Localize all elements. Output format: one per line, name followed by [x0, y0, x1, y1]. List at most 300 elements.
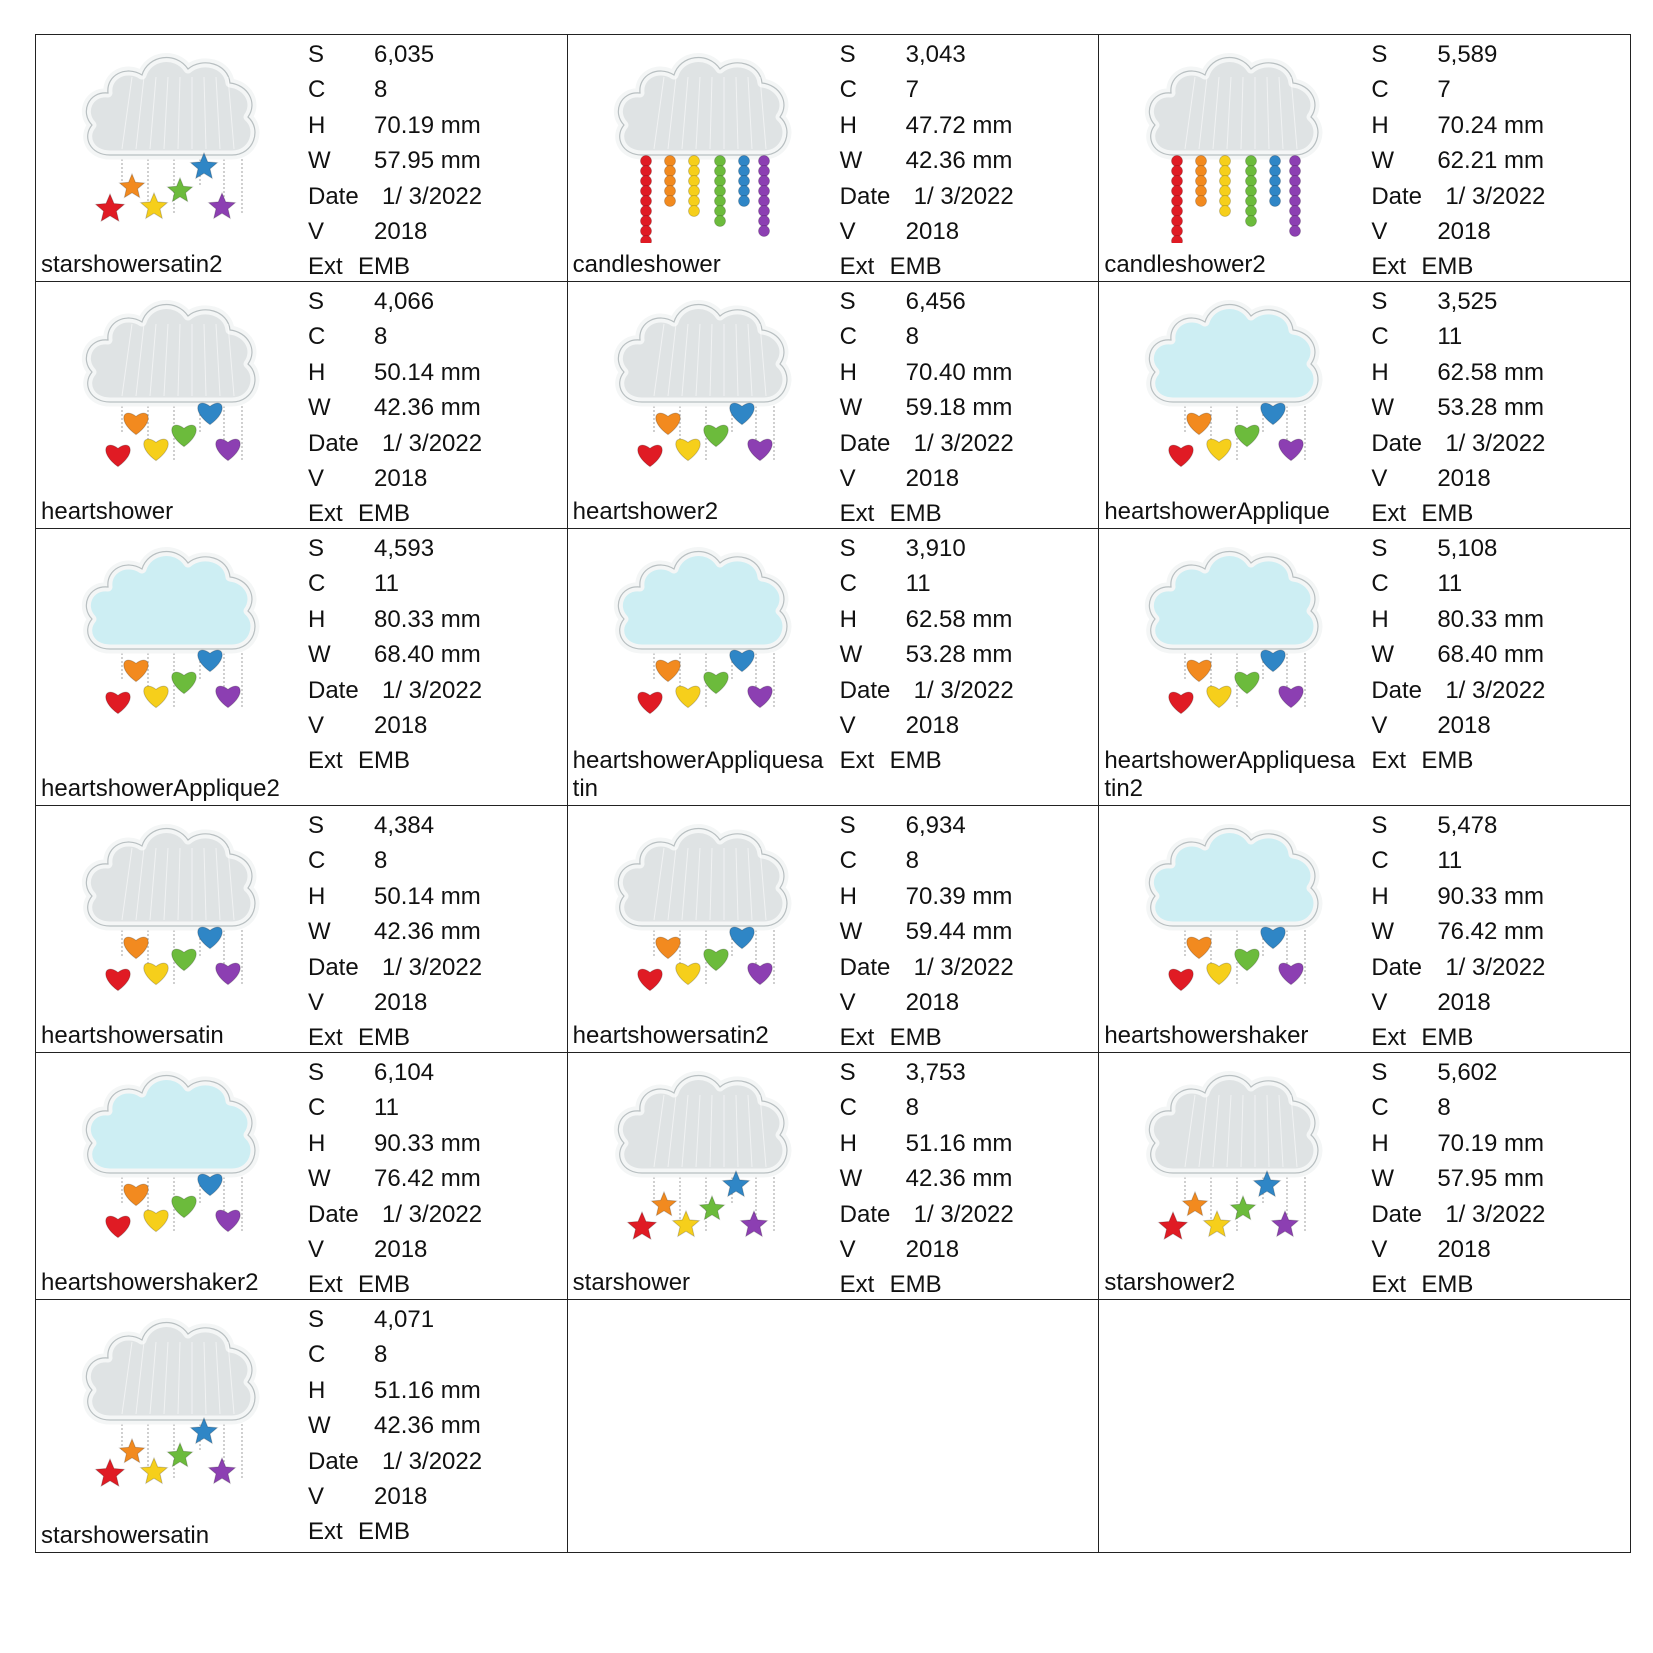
version-label: V [308, 218, 325, 246]
stitch-count-value: 6,035 [374, 41, 435, 68]
version-label: V [308, 989, 325, 1017]
height-row [840, 879, 1014, 914]
extension-value: EMB [1421, 253, 1474, 281]
extension-value: EMB [889, 253, 942, 281]
stitch-count-value: 5,108 [1437, 535, 1498, 562]
date-row [308, 950, 482, 985]
design-properties [308, 1302, 482, 1550]
design-filename: heartshower [41, 498, 174, 525]
stitch-count-value: 5,602 [1437, 1059, 1498, 1086]
version-value: 2018 [905, 712, 960, 740]
design-thumbnail [72, 37, 272, 243]
width-row [840, 1161, 1014, 1196]
date-label: Date [839, 1200, 891, 1228]
extension-row [1371, 1267, 1545, 1302]
design-properties [840, 1055, 1014, 1303]
design-properties [840, 284, 1014, 532]
catalog-cell [1099, 806, 1631, 1053]
version-value: 2018 [374, 1483, 428, 1511]
version-row [840, 985, 1014, 1020]
date-label: Date [308, 953, 359, 981]
stitch-count-value: 4,384 [374, 812, 435, 839]
height-value: 51.16 mm [374, 1376, 481, 1404]
stitch-count-value: 6,934 [905, 812, 966, 839]
date-value: 1/ 3/2022 [382, 1447, 483, 1475]
date-row [1371, 950, 1545, 985]
design-filename: heartshowershaker2 [41, 1269, 259, 1296]
version-row [308, 1479, 482, 1514]
catalog-cell [36, 1300, 568, 1553]
stitch-count-value: 4,066 [374, 288, 435, 315]
color-count-row [1371, 566, 1545, 601]
design-thumbnail [72, 284, 272, 490]
date-row [840, 673, 1014, 708]
stitch-count-value: 3,043 [905, 41, 966, 68]
design-properties [1371, 808, 1545, 1056]
version-value: 2018 [1437, 989, 1491, 1017]
stitch-count-label: S [1371, 288, 1388, 315]
star-shower-cloud-icon [604, 1055, 804, 1261]
extension-value: EMB [358, 253, 411, 281]
catalog-cell [567, 806, 1099, 1053]
extension-value: EMB [889, 747, 942, 775]
date-row [1371, 673, 1545, 708]
color-count-row [840, 1090, 1014, 1125]
height-row [840, 108, 1014, 143]
date-row [1371, 1197, 1545, 1232]
height-label: H [839, 1129, 857, 1157]
date-row [308, 1444, 482, 1479]
design-catalog-body [36, 35, 1631, 1553]
height-value: 62.58 mm [1437, 358, 1545, 386]
color-count-label: C [1371, 323, 1389, 351]
design-card [36, 529, 567, 805]
design-card [1099, 806, 1630, 1052]
color-count-value: 8 [905, 323, 920, 351]
color-count-row [308, 843, 482, 878]
version-value: 2018 [905, 218, 960, 246]
catalog-cell [567, 35, 1099, 282]
stitch-count-label: S [308, 41, 325, 68]
stitch-count-row [840, 37, 1014, 72]
color-count-row [840, 843, 1014, 878]
date-label: Date [1371, 182, 1423, 210]
extension-label: Ext [308, 1024, 343, 1052]
design-card [1099, 529, 1630, 805]
width-row [1371, 390, 1545, 425]
heart-shower-cloud-icon [72, 1055, 272, 1261]
width-value: 57.95 mm [1437, 1165, 1545, 1193]
height-label: H [308, 605, 326, 633]
date-label: Date [308, 1447, 359, 1475]
heart-shower-cloud-icon [72, 531, 272, 737]
extension-value: EMB [1421, 747, 1474, 775]
extension-row [840, 743, 1014, 778]
height-value: 70.39 mm [905, 882, 1013, 910]
stitch-count-label: S [839, 41, 856, 68]
design-card [568, 35, 1099, 281]
width-value: 53.28 mm [905, 641, 1013, 669]
date-value: 1/ 3/2022 [382, 1200, 483, 1228]
star-shower-cloud-icon [1135, 1055, 1335, 1261]
stitch-count-label: S [308, 1306, 325, 1333]
version-label: V [308, 1236, 325, 1264]
width-row [308, 143, 482, 178]
color-count-label: C [308, 76, 326, 104]
design-card [568, 806, 1099, 1052]
width-value: 59.18 mm [905, 394, 1013, 422]
width-value: 53.28 mm [1437, 394, 1545, 422]
extension-label: Ext [308, 500, 343, 528]
date-label: Date [839, 953, 891, 981]
width-value: 42.36 mm [374, 394, 481, 422]
candle-shower-cloud-icon [1135, 37, 1335, 243]
height-value: 70.19 mm [1437, 1129, 1545, 1157]
width-label: W [308, 147, 331, 175]
stitch-count-label: S [308, 812, 325, 839]
height-row [1371, 879, 1545, 914]
date-row [1371, 426, 1545, 461]
design-thumbnail [72, 1055, 272, 1261]
stitch-count-label: S [839, 1059, 856, 1086]
color-count-value: 11 [1437, 847, 1463, 875]
color-count-row [1371, 843, 1545, 878]
extension-label: Ext [308, 1518, 343, 1546]
extension-row [308, 496, 482, 531]
stitch-count-row [1371, 1055, 1545, 1090]
date-row [1371, 179, 1545, 214]
height-label: H [308, 111, 326, 139]
height-row [840, 355, 1014, 390]
width-row [1371, 143, 1545, 178]
height-value: 90.33 mm [374, 1129, 481, 1157]
version-row [1371, 214, 1545, 249]
design-properties [840, 37, 1014, 285]
version-label: V [1371, 1236, 1388, 1264]
date-value: 1/ 3/2022 [913, 429, 1014, 457]
date-value: 1/ 3/2022 [382, 676, 483, 704]
heart-shower-cloud-icon [604, 284, 804, 490]
design-card [36, 1053, 567, 1299]
star-shower-cloud-icon [72, 37, 272, 243]
version-value: 2018 [1437, 218, 1491, 246]
stitch-count-label: S [839, 288, 856, 315]
extension-row [840, 249, 1014, 284]
design-card [1099, 282, 1630, 528]
version-row [308, 461, 482, 496]
date-value: 1/ 3/2022 [1445, 953, 1546, 981]
date-row [308, 1197, 482, 1232]
design-filename: heartshowerAppliquesatin2 [1104, 747, 1356, 802]
height-value: 50.14 mm [374, 358, 481, 386]
design-filename: heartshower2 [572, 498, 719, 525]
color-count-value: 8 [905, 1094, 920, 1122]
extension-row [1371, 1020, 1545, 1055]
width-value: 68.40 mm [374, 641, 481, 669]
design-filename: candleshower2 [1104, 251, 1266, 278]
date-label: Date [839, 182, 891, 210]
height-label: H [839, 605, 857, 633]
width-label: W [1371, 1165, 1394, 1193]
height-value: 90.33 mm [1437, 882, 1545, 910]
date-value: 1/ 3/2022 [913, 676, 1014, 704]
date-value: 1/ 3/2022 [382, 182, 483, 210]
color-count-label: C [308, 847, 326, 875]
width-row [840, 390, 1014, 425]
catalog-row [36, 529, 1631, 806]
color-count-value: 11 [1437, 323, 1463, 351]
color-count-label: C [1371, 76, 1389, 104]
design-thumbnail [1135, 37, 1335, 243]
color-count-value: 7 [1437, 76, 1451, 104]
color-count-value: 11 [374, 1094, 399, 1122]
extension-row [1371, 743, 1545, 778]
design-thumbnail [604, 284, 804, 490]
stitch-count-value: 5,589 [1437, 41, 1498, 68]
extension-row [1371, 249, 1545, 284]
empty-cell [1099, 1300, 1631, 1553]
date-row [840, 426, 1014, 461]
date-label: Date [1371, 676, 1423, 704]
stitch-count-value: 4,593 [374, 535, 435, 562]
version-row [840, 708, 1014, 743]
color-count-label: C [1371, 847, 1389, 875]
width-row [840, 637, 1014, 672]
extension-value: EMB [1421, 1024, 1474, 1052]
date-label: Date [839, 429, 891, 457]
design-card [36, 35, 567, 281]
date-value: 1/ 3/2022 [913, 1200, 1014, 1228]
date-row [840, 950, 1014, 985]
date-label: Date [308, 1200, 359, 1228]
extension-label: Ext [839, 747, 875, 775]
version-row [1371, 1232, 1545, 1267]
stitch-count-row [840, 808, 1014, 843]
height-label: H [1371, 358, 1389, 386]
version-row [308, 708, 482, 743]
height-label: H [308, 1376, 326, 1404]
width-label: W [839, 641, 863, 669]
catalog-cell [36, 806, 568, 1053]
width-label: W [308, 1412, 331, 1440]
extension-label: Ext [308, 253, 343, 281]
date-value: 1/ 3/2022 [382, 953, 483, 981]
stitch-count-row [840, 531, 1014, 566]
extension-row [840, 1020, 1014, 1055]
color-count-label: C [839, 847, 857, 875]
extension-label: Ext [308, 1271, 343, 1299]
date-row [308, 179, 482, 214]
version-row [308, 1232, 482, 1267]
heart-shower-cloud-icon [1135, 808, 1335, 1014]
width-row [1371, 637, 1545, 672]
version-row [1371, 461, 1545, 496]
color-count-label: C [308, 570, 326, 598]
width-row [840, 914, 1014, 949]
stitch-count-value: 5,478 [1437, 812, 1498, 839]
catalog-row [36, 1053, 1631, 1300]
version-value: 2018 [1437, 1236, 1491, 1264]
version-value: 2018 [374, 218, 428, 246]
design-properties [840, 808, 1014, 1056]
width-value: 68.40 mm [1437, 641, 1545, 669]
design-filename: heartshowersatin2 [572, 1022, 769, 1049]
design-thumbnail [72, 531, 272, 737]
height-row [840, 1126, 1014, 1161]
catalog-cell [36, 35, 568, 282]
extension-label: Ext [839, 1024, 875, 1052]
design-filename: starshower2 [1104, 1269, 1236, 1296]
date-value: 1/ 3/2022 [1445, 1200, 1546, 1228]
design-filename: starshower [572, 1269, 691, 1296]
design-filename: heartshowerAppliquesatin [572, 747, 824, 802]
date-label: Date [308, 676, 359, 704]
version-value: 2018 [905, 465, 960, 493]
color-count-value: 8 [374, 76, 388, 104]
extension-label: Ext [1371, 1024, 1406, 1052]
height-label: H [1371, 1129, 1389, 1157]
width-row [1371, 914, 1545, 949]
width-value: 76.42 mm [1437, 918, 1545, 946]
width-row [308, 1408, 482, 1443]
color-count-row [1371, 1090, 1545, 1125]
extension-value: EMB [889, 1024, 942, 1052]
heart-shower-cloud-icon [72, 808, 272, 1014]
extension-value: EMB [889, 500, 942, 528]
height-row [308, 879, 482, 914]
height-row [308, 108, 482, 143]
extension-value: EMB [358, 1271, 411, 1299]
stitch-count-row [1371, 284, 1545, 319]
design-card [36, 282, 567, 528]
date-value: 1/ 3/2022 [382, 429, 483, 457]
height-value: 80.33 mm [1437, 605, 1545, 633]
design-properties [308, 37, 482, 285]
stitch-count-value: 3,910 [905, 535, 966, 562]
color-count-value: 8 [374, 323, 388, 351]
color-count-value: 11 [1437, 570, 1463, 598]
width-row [308, 637, 482, 672]
design-filename: candleshower [572, 251, 721, 278]
version-label: V [308, 1483, 325, 1511]
heart-shower-cloud-icon [72, 284, 272, 490]
design-filename: heartshowershaker [1104, 1022, 1309, 1049]
heart-shower-cloud-icon [1135, 284, 1335, 490]
height-value: 50.14 mm [374, 882, 481, 910]
design-thumbnail [72, 1302, 272, 1508]
stitch-count-row [308, 531, 482, 566]
design-card [36, 806, 567, 1052]
height-value: 62.58 mm [905, 605, 1013, 633]
version-label: V [308, 465, 325, 493]
design-card [568, 1053, 1099, 1299]
date-row [308, 673, 482, 708]
version-value: 2018 [374, 989, 428, 1017]
date-value: 1/ 3/2022 [1445, 429, 1546, 457]
version-label: V [839, 465, 856, 493]
stitch-count-label: S [308, 1059, 325, 1086]
design-card [568, 282, 1099, 528]
design-thumbnail [1135, 808, 1335, 1014]
version-value: 2018 [374, 1236, 428, 1264]
catalog-cell [36, 1053, 568, 1300]
width-value: 62.21 mm [1437, 147, 1545, 175]
height-label: H [839, 882, 857, 910]
stitch-count-value: 6,104 [374, 1059, 435, 1086]
version-label: V [839, 989, 856, 1017]
catalog-cell [1099, 1053, 1631, 1300]
stitch-count-value: 4,071 [374, 1306, 435, 1333]
height-label: H [308, 882, 326, 910]
stitch-count-label: S [1371, 535, 1388, 562]
color-count-row [308, 1337, 482, 1372]
extension-value: EMB [889, 1271, 942, 1299]
color-count-row [840, 319, 1014, 354]
width-value: 42.36 mm [905, 147, 1013, 175]
height-label: H [308, 358, 326, 386]
design-thumbnail [604, 1055, 804, 1261]
color-count-label: C [1371, 570, 1389, 598]
color-count-label: C [308, 323, 326, 351]
color-count-row [308, 72, 482, 107]
version-label: V [1371, 712, 1388, 740]
color-count-value: 11 [905, 570, 931, 598]
color-count-label: C [839, 323, 857, 351]
version-value: 2018 [374, 465, 428, 493]
color-count-value: 8 [374, 847, 388, 875]
stitch-count-label: S [1371, 1059, 1388, 1086]
extension-row [308, 1514, 482, 1549]
catalog-cell [1099, 35, 1631, 282]
extension-row [308, 1267, 482, 1302]
stitch-count-label: S [839, 812, 856, 839]
design-thumbnail [1135, 1055, 1335, 1261]
version-label: V [1371, 989, 1388, 1017]
stitch-count-row [840, 1055, 1014, 1090]
width-row [308, 390, 482, 425]
color-count-row [1371, 72, 1545, 107]
date-label: Date [1371, 1200, 1423, 1228]
height-value: 70.24 mm [1437, 111, 1545, 139]
width-label: W [1371, 147, 1394, 175]
color-count-label: C [839, 570, 857, 598]
height-value: 70.19 mm [374, 111, 481, 139]
color-count-value: 11 [374, 570, 399, 598]
height-label: H [839, 111, 857, 139]
date-row [840, 1197, 1014, 1232]
width-label: W [839, 147, 863, 175]
design-card [568, 529, 1099, 805]
color-count-value: 8 [374, 1341, 388, 1369]
width-value: 42.36 mm [374, 1412, 481, 1440]
version-value: 2018 [905, 1236, 960, 1264]
width-label: W [1371, 641, 1394, 669]
design-filename: starshowersatin [41, 1522, 210, 1549]
stitch-count-label: S [308, 288, 325, 315]
width-row [1371, 1161, 1545, 1196]
extension-value: EMB [1421, 1271, 1474, 1299]
empty-cell [567, 1300, 1099, 1553]
width-row [308, 1161, 482, 1196]
height-row [308, 355, 482, 390]
stitch-count-label: S [308, 535, 325, 562]
heart-shower-cloud-icon [604, 531, 804, 737]
extension-label: Ext [1371, 500, 1406, 528]
design-catalog-table [35, 34, 1631, 1553]
version-value: 2018 [1437, 712, 1491, 740]
extension-row [840, 1267, 1014, 1302]
width-value: 42.36 mm [905, 1165, 1013, 1193]
